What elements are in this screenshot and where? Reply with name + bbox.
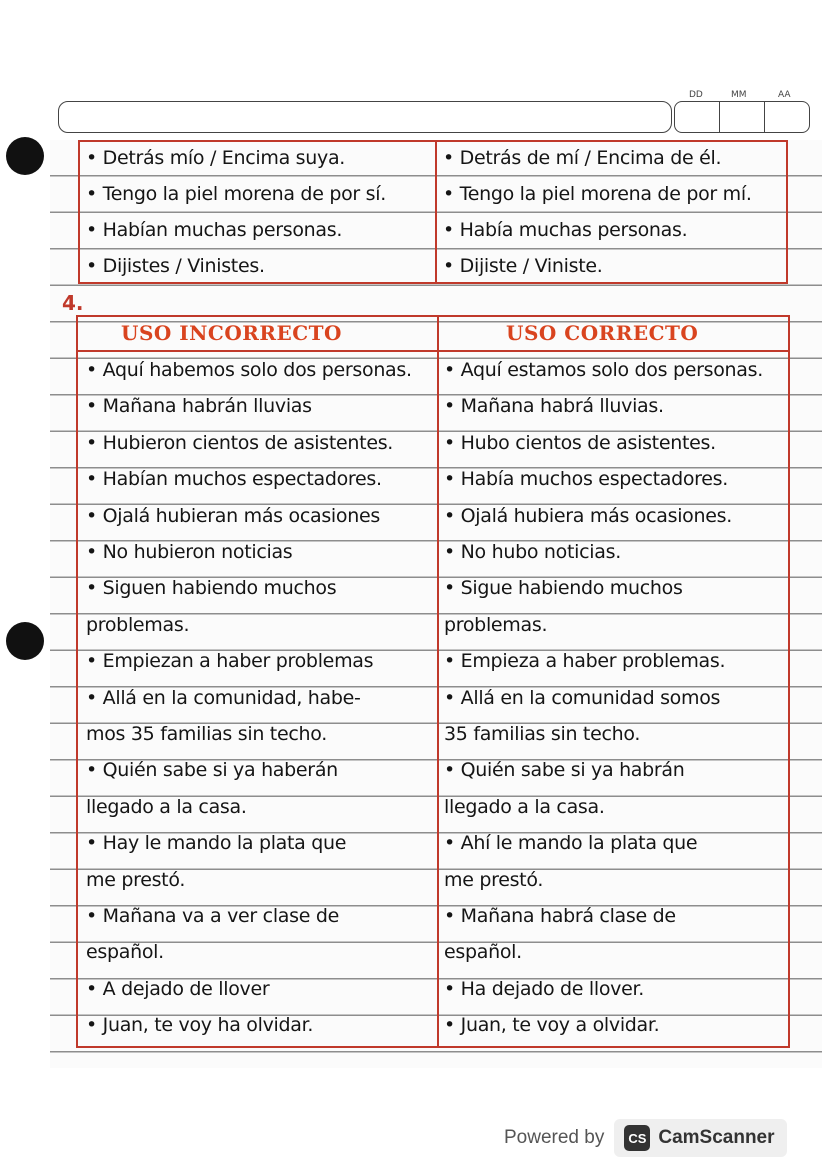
powered-by-text: Powered by [504, 1127, 605, 1148]
correct-usage-text: llegado a la casa. [444, 795, 605, 818]
header-bar [58, 101, 672, 133]
correct-usage-text: • Mañana habrá clase de [444, 905, 676, 927]
incorrect-usage-text: • Empiezan a haber problemas [86, 650, 374, 673]
correct-usage-text: • No hubo noticias. [444, 541, 621, 563]
date-label-day: DD [689, 90, 703, 100]
correct-usage-text: • Aquí estamos solo dos personas. [444, 359, 763, 381]
date-label-year: AA [778, 90, 791, 100]
binder-hole-top [6, 137, 44, 175]
incorrect-usage-text: llegado a la casa. [86, 795, 247, 818]
incorrect-usage-text: • A dejado de llover [86, 977, 270, 1000]
section-number: 4. [62, 291, 84, 315]
correct-usage-text: • Sigue habiendo muchos [444, 577, 683, 600]
correct-usage-text: problemas. [444, 613, 548, 636]
incorrect-usage-text: • Mañana habrán lluvias [86, 395, 312, 418]
top-correct-text: • Dijiste / Viniste. [443, 255, 603, 277]
incorrect-usage-text: • Ojalá hubieran más ocasiones [86, 504, 380, 527]
incorrect-usage-text: • Aquí habemos solo dos personas. [86, 359, 412, 381]
incorrect-usage-text: • Juan, te voy ha olvidar. [86, 1014, 314, 1037]
date-label-month: MM [731, 90, 747, 100]
incorrect-usage-text: • Siguen habiendo muchos [86, 577, 337, 600]
correct-usage-text: • Quién sabe si ya habrán [444, 759, 685, 782]
correct-usage-text: • Mañana habrá lluvias. [444, 395, 664, 418]
incorrect-usage-text: • Habían muchos espectadores. [86, 468, 382, 491]
correct-usage-text: • Juan, te voy a olvidar. [444, 1014, 660, 1037]
incorrect-usage-text: • Quién sabe si ya haberán [86, 759, 338, 782]
top-table-divider [435, 142, 437, 282]
camscanner-logo-icon: CS [624, 1125, 650, 1151]
camscanner-badge [614, 1119, 786, 1157]
top-correct-text: • Había muchas personas. [443, 219, 688, 241]
date-box-day [674, 101, 720, 133]
main-table-divider [437, 317, 439, 1046]
correct-usage-text: • Ojalá hubiera más ocasiones. [444, 504, 732, 527]
correct-usage-text: • Allá en la comunidad somos [444, 686, 721, 709]
header-correct: USO CORRECTO [506, 321, 699, 345]
top-incorrect-text: • Habían muchas personas. [86, 219, 343, 241]
correct-usage-text: • Hubo cientos de asistentes. [444, 431, 716, 454]
top-incorrect-text: • Detrás mío / Encima suya. [86, 147, 346, 169]
incorrect-usage-text: • Mañana va a ver clase de [86, 905, 340, 927]
incorrect-usage-text: problemas. [86, 613, 190, 636]
camscanner-brand-name: CamScanner [658, 1127, 775, 1148]
correct-usage-text: me prestó. [444, 868, 544, 891]
correct-usage-text: 35 familias sin techo. [444, 723, 641, 745]
date-box-year [764, 101, 810, 133]
binder-hole-bottom [6, 622, 44, 660]
correct-usage-text: • Ha dejado de llover. [444, 977, 645, 1000]
correct-usage-text: • Ahí le mando la plata que [444, 832, 698, 855]
incorrect-usage-text: español. [86, 941, 164, 964]
incorrect-usage-text: • Hubieron cientos de asistentes. [86, 431, 394, 454]
incorrect-usage-text: mos 35 familias sin techo. [86, 723, 327, 745]
correct-usage-text: • Había muchos espectadores. [444, 468, 728, 491]
top-correct-text: • Tengo la piel morena de por mí. [443, 183, 752, 205]
main-table [76, 315, 790, 1048]
correct-usage-text: español. [444, 941, 522, 964]
footer-watermark [504, 1118, 787, 1158]
top-incorrect-text: • Tengo la piel morena de por sí. [86, 183, 386, 205]
header-incorrect: USO INCORRECTO [121, 321, 342, 345]
top-incorrect-text: • Dijistes / Vinistes. [86, 255, 265, 277]
correct-usage-text: • Empieza a haber problemas. [444, 650, 726, 673]
top-correct-text: • Detrás de mí / Encima de él. [443, 147, 722, 169]
main-table-header-rule [76, 350, 790, 352]
incorrect-usage-text: • No hubieron noticias [86, 541, 293, 563]
date-box-month [719, 101, 765, 133]
incorrect-usage-text: me prestó. [86, 868, 186, 891]
incorrect-usage-text: • Hay le mando la plata que [86, 832, 347, 855]
incorrect-usage-text: • Allá en la comunidad, habe- [86, 686, 361, 709]
